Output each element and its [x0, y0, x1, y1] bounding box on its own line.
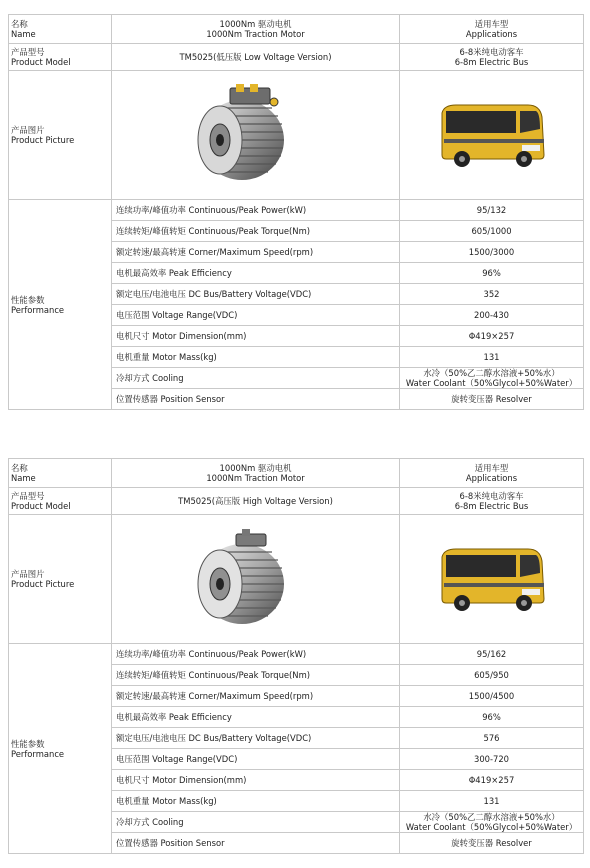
param-label: 电机最高效率 Peak Efficiency [112, 707, 400, 728]
spec-table-low-voltage [8, 14, 584, 410]
param-label: 连续转矩/峰值转矩 Continuous/Peak Torque(Nm) [112, 665, 400, 686]
product-model-label: 产品型号 Product Model [9, 488, 112, 515]
application-value: 6-8米纯电动客车 6-8m Electric Bus [400, 44, 584, 71]
product-picture-label: 产品图片 Product Picture [9, 71, 112, 200]
param-value: 1500/3000 [400, 242, 584, 263]
param-value: Φ419×257 [400, 326, 584, 347]
position-sensor-label: 位置传感器 Position Sensor [112, 389, 400, 410]
product-model-label: 产品型号 Product Model [9, 44, 112, 71]
spec-table-high-voltage [8, 458, 584, 854]
param-label: 电压范围 Voltage Range(VDC) [112, 305, 400, 326]
cooling-label: 冷却方式 Cooling [112, 368, 400, 389]
param-value: 1500/4500 [400, 686, 584, 707]
param-label: 电压范围 Voltage Range(VDC) [112, 749, 400, 770]
param-value: 576 [400, 728, 584, 749]
param-value: 352 [400, 284, 584, 305]
param-value: 96% [400, 707, 584, 728]
param-label: 连续功率/峰值功率 Continuous/Peak Power(kW) [112, 644, 400, 665]
position-sensor-value: 旋转变压器 Resolver [400, 389, 584, 410]
param-value: 605/1000 [400, 221, 584, 242]
param-value: 605/950 [400, 665, 584, 686]
param-label: 电机重量 Motor Mass(kg) [112, 791, 400, 812]
name-label: 名称 Name [9, 15, 112, 44]
param-value: 96% [400, 263, 584, 284]
motor-photo [112, 71, 400, 200]
param-label: 额定转速/最高转速 Corner/Maximum Speed(rpm) [112, 242, 400, 263]
bus-photo [400, 71, 584, 200]
cooling-value: 水冷（50%乙二醇水溶液+50%水） Water Coolant（50%Glycol+50%Water） [400, 368, 584, 389]
position-sensor-label: 位置传感器 Position Sensor [112, 833, 400, 854]
param-label: 电机尺寸 Motor Dimension(mm) [112, 770, 400, 791]
cooling-label: 冷却方式 Cooling [112, 812, 400, 833]
motor-photo [112, 515, 400, 644]
application-value: 6-8米纯电动客车 6-8m Electric Bus [400, 488, 584, 515]
position-sensor-value: 旋转变压器 Resolver [400, 833, 584, 854]
product-model-value: TM5025(高压版 High Voltage Version) [112, 488, 400, 515]
param-value: 95/162 [400, 644, 584, 665]
param-value: Φ419×257 [400, 770, 584, 791]
applications-header: 适用车型 Applications [400, 15, 584, 44]
param-value: 200-430 [400, 305, 584, 326]
param-value: 131 [400, 791, 584, 812]
bus-photo-icon [436, 99, 548, 171]
param-value: 300-720 [400, 749, 584, 770]
applications-header: 适用车型 Applications [400, 459, 584, 488]
performance-label: 性能参数 Performance [9, 644, 112, 854]
param-value: 95/132 [400, 200, 584, 221]
motor-photo-icon [176, 80, 296, 190]
param-label: 连续功率/峰值功率 Continuous/Peak Power(kW) [112, 200, 400, 221]
param-label: 额定转速/最高转速 Corner/Maximum Speed(rpm) [112, 686, 400, 707]
param-label: 额定电压/电池电压 DC Bus/Battery Voltage(VDC) [112, 284, 400, 305]
motor-title: 1000Nm 驱动电机 1000Nm Traction Motor [112, 15, 400, 44]
bus-photo-icon [436, 543, 548, 615]
bus-photo [400, 515, 584, 644]
product-model-value: TM5025(低压版 Low Voltage Version) [112, 44, 400, 71]
product-picture-label: 产品图片 Product Picture [9, 515, 112, 644]
param-label: 电机重量 Motor Mass(kg) [112, 347, 400, 368]
motor-photo-icon [176, 524, 296, 634]
cooling-value: 水冷（50%乙二醇水溶液+50%水） Water Coolant（50%Glycol+50%Water） [400, 812, 584, 833]
param-label: 连续转矩/峰值转矩 Continuous/Peak Torque(Nm) [112, 221, 400, 242]
param-label: 电机最高效率 Peak Efficiency [112, 263, 400, 284]
name-label: 名称 Name [9, 459, 112, 488]
motor-title: 1000Nm 驱动电机 1000Nm Traction Motor [112, 459, 400, 488]
param-label: 额定电压/电池电压 DC Bus/Battery Voltage(VDC) [112, 728, 400, 749]
param-value: 131 [400, 347, 584, 368]
param-label: 电机尺寸 Motor Dimension(mm) [112, 326, 400, 347]
performance-label: 性能参数 Performance [9, 200, 112, 410]
